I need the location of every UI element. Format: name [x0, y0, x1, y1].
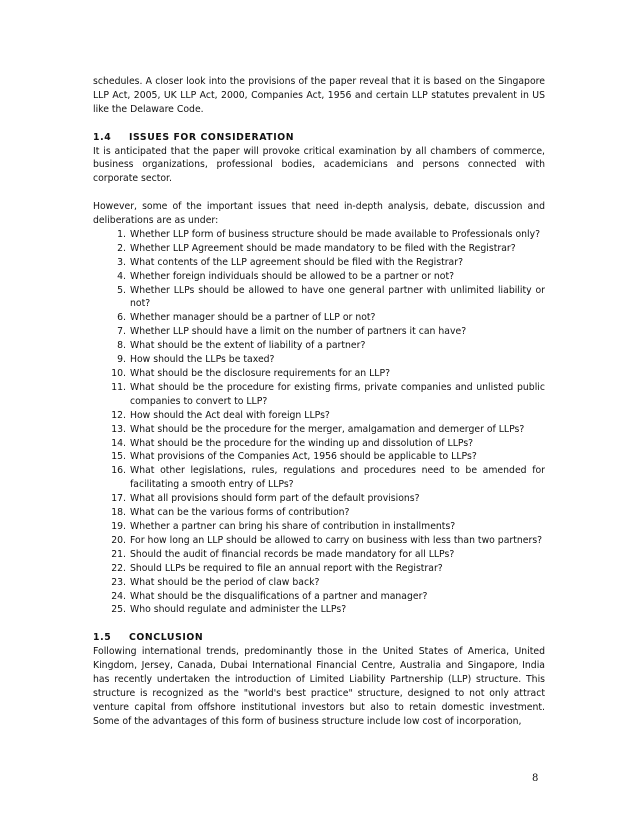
list-item [93, 576, 545, 590]
list-item-number: 18. [111, 507, 126, 519]
list-item [93, 506, 545, 520]
list-item-text: What should be the procedure for the merger, amalgamation and demerger of LLPs? [130, 423, 525, 435]
list-item-number: 13. [111, 423, 126, 435]
section-title: ISSUES FOR CONSIDERATION [129, 131, 295, 143]
section-number: 1.5 [93, 632, 112, 644]
list-item-number: 12. [111, 409, 126, 421]
issues-list [93, 228, 545, 617]
list-item-text: What should be the period of claw back? [130, 576, 320, 588]
list-item-text: What should be the disqualifications of a partner and manager? [130, 590, 428, 602]
list-item [93, 242, 545, 256]
list-item [93, 437, 545, 451]
list-item-text: Whether manager should be a partner of LLP or not? [130, 312, 376, 324]
list-item-number: 1. [117, 228, 126, 240]
list-item [93, 603, 545, 617]
list-item-text: How should the LLPs be taxed? [130, 354, 275, 366]
list-item-text: For how long an LLP should be allowed to carry on business with less than two partners? [130, 534, 543, 546]
list-item [93, 284, 545, 312]
list-item-text: Should the audit of financial records be made mandatory for all LLPs? [130, 548, 455, 560]
list-item-text: What can be the various forms of contribution? [130, 507, 350, 519]
conclusion-paragraph: Following international trends, predominantly those in the United States of America, United Kingdom, Jersey, Canada, Dubai International Financial Centre, Australia and Singapore, India has recently undertaken the introduction of Limited Liability Partnership (LLP) structure. This structure is recognized as the "world's best practice" structure, designed to not only attract venture capital from offshore institutional investors but also to retain domestic investment. Some of the advantages of this form of business structure include low cost of incorporation, [93, 646, 545, 727]
list-item-text: Who should regulate and administer the LLPs? [130, 604, 347, 616]
list-item-number: 15. [111, 451, 126, 463]
issues-paragraph-1: It is anticipated that the paper will provoke critical examination by all chambers of commerce, business organizations, professional bodies, academicians and persons connected with corporate sector. [93, 145, 545, 185]
list-item-number: 6. [117, 312, 126, 324]
list-item-text: What should be the extent of liability of a partner? [130, 340, 366, 352]
list-item [93, 381, 545, 409]
list-item-number: 9. [117, 354, 126, 366]
list-item-number: 19. [111, 520, 126, 532]
list-item-number: 23. [111, 576, 126, 588]
list-item [93, 339, 545, 353]
list-item-text: Whether foreign individuals should be allowed to be a partner or not? [130, 270, 455, 282]
list-item [93, 423, 545, 437]
list-item [93, 548, 545, 562]
list-item-text: What should be the procedure for existing firms, private companies and unlisted public companies to convert to LLP? [130, 381, 545, 407]
list-item [93, 450, 545, 464]
list-item-text: Whether LLPs should be allowed to have one general partner with unlimited liability or not? [130, 284, 545, 310]
page-number: 8 [532, 773, 539, 784]
list-item [93, 464, 545, 492]
list-item-text: Whether a partner can bring his share of contribution in installments? [130, 520, 456, 532]
section-heading-conclusion [93, 631, 545, 645]
list-item-number: 17. [111, 493, 126, 505]
list-item-number: 3. [117, 256, 126, 268]
list-item-text: What all provisions should form part of the default provisions? [130, 493, 420, 505]
list-item [93, 367, 545, 381]
list-item-number: 25. [111, 604, 126, 616]
list-item [93, 534, 545, 548]
list-item [93, 590, 545, 604]
list-item-text: Whether LLP Agreement should be made mandatory to be filed with the Registrar? [130, 242, 516, 254]
list-item-text: How should the Act deal with foreign LLPs? [130, 409, 330, 421]
list-item-text: Should LLPs be required to file an annual report with the Registrar? [130, 562, 443, 574]
list-item [93, 492, 545, 506]
list-item-text: Whether LLP should have a limit on the number of partners it can have? [130, 326, 467, 338]
list-item-number: 8. [117, 340, 126, 352]
list-item-number: 20. [111, 534, 126, 546]
list-item-number: 16. [111, 465, 126, 477]
list-item-number: 11. [111, 381, 126, 393]
list-item-number: 21. [111, 548, 126, 560]
list-item-number: 22. [111, 562, 126, 574]
list-item-text: What other legislations, rules, regulations and procedures need to be amended for facilitating a smooth entry of LLPs? [130, 465, 545, 491]
list-item-number: 7. [117, 326, 126, 338]
list-item-number: 10. [111, 368, 126, 379]
page-content [93, 75, 545, 729]
intro-paragraph: schedules. A closer look into the provisions of the paper reveal that it is based on the Singapore LLP Act, 2005, UK LLP Act, 2000, Companies Act, 1956 and certain LLP statutes prevalent in US like the Delaware Code. [93, 76, 545, 115]
list-item [93, 311, 545, 325]
list-item [93, 325, 545, 339]
section-number: 1.4 [93, 131, 112, 143]
list-item-text: What contents of the LLP agreement should be filed with the Registrar? [130, 256, 463, 268]
list-item-text: What should be the procedure for the winding up and dissolution of LLPs? [130, 437, 474, 449]
section-title: CONCLUSION [129, 632, 204, 644]
list-item-text: Whether LLP form of business structure should be made available to Professionals only? [130, 228, 541, 240]
list-item-number: 2. [117, 242, 126, 254]
list-item-number: 5. [117, 284, 126, 296]
list-item [93, 256, 545, 270]
list-item [93, 562, 545, 576]
list-item-text: What should be the disclosure requirements for an LLP? [130, 368, 391, 379]
list-item-number: 4. [117, 270, 126, 282]
list-item [93, 270, 545, 284]
list-item [93, 353, 545, 367]
list-item [93, 520, 545, 534]
list-item [93, 228, 545, 242]
section-heading-issues [93, 131, 545, 145]
list-item-number: 14. [111, 437, 126, 449]
list-item-text: What provisions of the Companies Act, 1956 should be applicable to LLPs? [130, 451, 477, 463]
list-item [93, 409, 545, 423]
issues-paragraph-2: However, some of the important issues that need in-depth analysis, debate, discussion and deliberations are as under: [93, 201, 545, 227]
list-item-number: 24. [111, 590, 126, 602]
